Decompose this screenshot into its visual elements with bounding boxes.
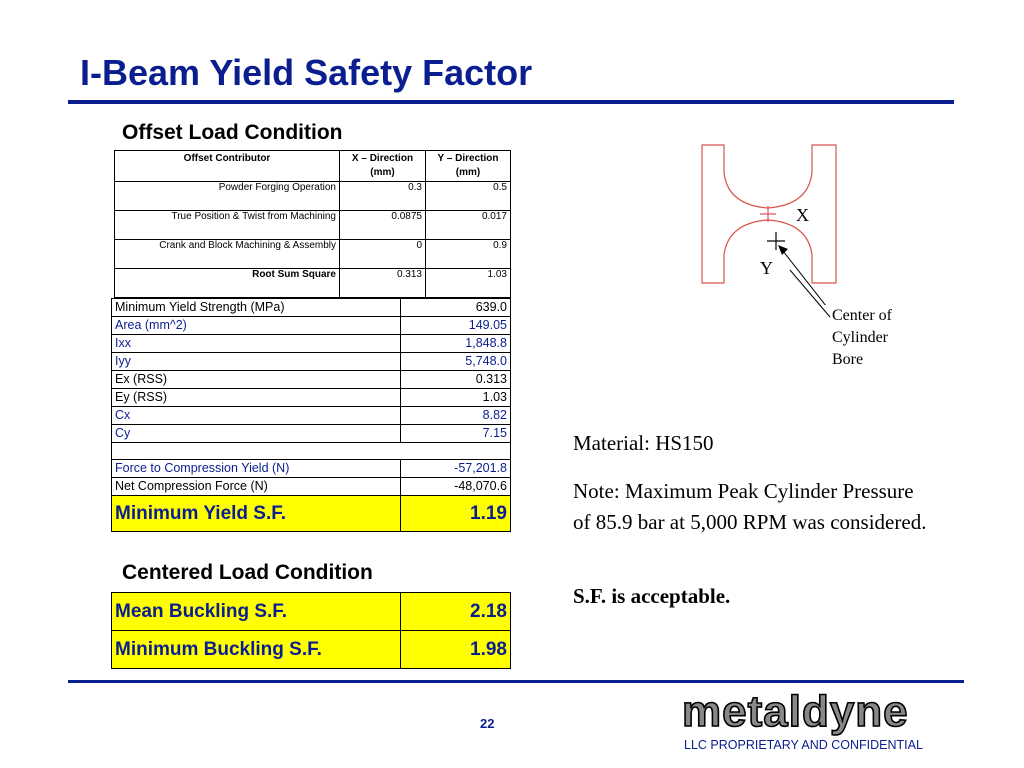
property-value: 8.82 — [401, 407, 511, 425]
table-row — [112, 317, 511, 335]
row-y-value: 0.017 — [426, 211, 511, 240]
property-value: 639.0 — [401, 299, 511, 317]
header-offset-contributor: Offset Contributor — [115, 151, 340, 182]
y-axis-label: Y — [760, 258, 773, 278]
property-label: Cy — [112, 425, 401, 443]
row-x-value: 0.3 — [340, 182, 426, 211]
property-value: 1.19 — [401, 496, 511, 532]
acceptance-note: S.F. is acceptable. — [573, 584, 731, 608]
logo-wordmark: metaldyne — [682, 690, 909, 736]
properties-table — [111, 298, 511, 532]
table-row-root-sum-square — [115, 269, 511, 298]
property-label: Minimum Yield S.F. — [112, 496, 401, 532]
leader-line-extension — [780, 245, 840, 325]
row-label: Powder Forging Operation — [115, 182, 340, 211]
property-label: Ey (RSS) — [112, 389, 401, 407]
header-y-direction: Y – Direction (mm) — [426, 151, 511, 182]
row-y-value: 1.03 — [426, 269, 511, 298]
confidentiality-notice: LLC PROPRIETARY AND CONFIDENTIAL — [684, 738, 923, 752]
row-x-value: 0 — [340, 240, 426, 269]
property-value: 0.313 — [401, 371, 511, 389]
property-label: Minimum Yield Strength (MPa) — [112, 299, 401, 317]
table-row — [115, 240, 511, 269]
property-label: Ex (RSS) — [112, 371, 401, 389]
bore-label-line: Bore — [832, 351, 864, 368]
header-x-direction: X – Direction (mm) — [340, 151, 426, 182]
table-row — [112, 425, 511, 443]
metaldyne-logo — [682, 690, 962, 736]
offset-load-heading: Offset Load Condition — [122, 121, 343, 144]
row-label: True Position & Twist from Machining — [115, 211, 340, 240]
center-of-cylinder-bore-label — [832, 305, 922, 371]
property-value: 7.15 — [401, 425, 511, 443]
table-row — [112, 335, 511, 353]
table-row — [115, 182, 511, 211]
row-label: Crank and Block Machining & Assembly — [115, 240, 340, 269]
table-row-spacer — [112, 443, 511, 460]
footer-divider — [68, 680, 964, 683]
row-label: Root Sum Square — [115, 269, 340, 298]
row-x-value: 0.0875 — [340, 211, 426, 240]
property-label: Cx — [112, 407, 401, 425]
table-header-row — [115, 151, 511, 182]
table-row — [112, 407, 511, 425]
property-value: -48,070.6 — [401, 478, 511, 496]
property-value: 1,848.8 — [401, 335, 511, 353]
table-row — [112, 299, 511, 317]
property-value: -57,201.8 — [401, 460, 511, 478]
property-label: Force to Compression Yield (N) — [112, 460, 401, 478]
row-x-value: 0.313 — [340, 269, 426, 298]
table-row — [112, 353, 511, 371]
centered-load-heading: Centered Load Condition — [122, 561, 373, 584]
page-title: I-Beam Yield Safety Factor — [80, 52, 533, 93]
table-row — [115, 211, 511, 240]
bore-label-line: Center of — [832, 307, 892, 324]
table-row — [112, 478, 511, 496]
row-y-value: 0.9 — [426, 240, 511, 269]
buckling-label: Minimum Buckling S.F. — [112, 631, 401, 669]
property-label: Net Compression Force (N) — [112, 478, 401, 496]
offset-contributor-table — [114, 150, 511, 298]
buckling-label: Mean Buckling S.F. — [112, 593, 401, 631]
table-row — [112, 460, 511, 478]
minimum-yield-sf-row — [112, 496, 511, 532]
x-axis-label: X — [796, 205, 809, 225]
page-number: 22 — [480, 716, 495, 731]
property-value: 149.05 — [401, 317, 511, 335]
property-value: 5,748.0 — [401, 353, 511, 371]
table-row — [112, 371, 511, 389]
title-divider — [68, 100, 954, 104]
property-label: Area (mm^2) — [112, 317, 401, 335]
crosshair-red-icon — [760, 206, 776, 222]
property-label: Ixx — [112, 335, 401, 353]
buckling-value: 1.98 — [401, 631, 511, 669]
buckling-table — [111, 592, 511, 669]
mean-buckling-row — [112, 593, 511, 631]
pressure-note: Note: Maximum Peak Cylinder Pressure of 85.9 bar at 5,000 RPM was considered. — [573, 479, 927, 534]
material-note: Material: HS150 — [573, 431, 714, 455]
table-row — [112, 389, 511, 407]
row-y-value: 0.5 — [426, 182, 511, 211]
buckling-value: 2.18 — [401, 593, 511, 631]
minimum-buckling-row — [112, 631, 511, 669]
property-value: 1.03 — [401, 389, 511, 407]
bore-label-line: Cylinder — [832, 329, 888, 346]
spacer-cell — [112, 443, 511, 460]
property-label: Iyy — [112, 353, 401, 371]
